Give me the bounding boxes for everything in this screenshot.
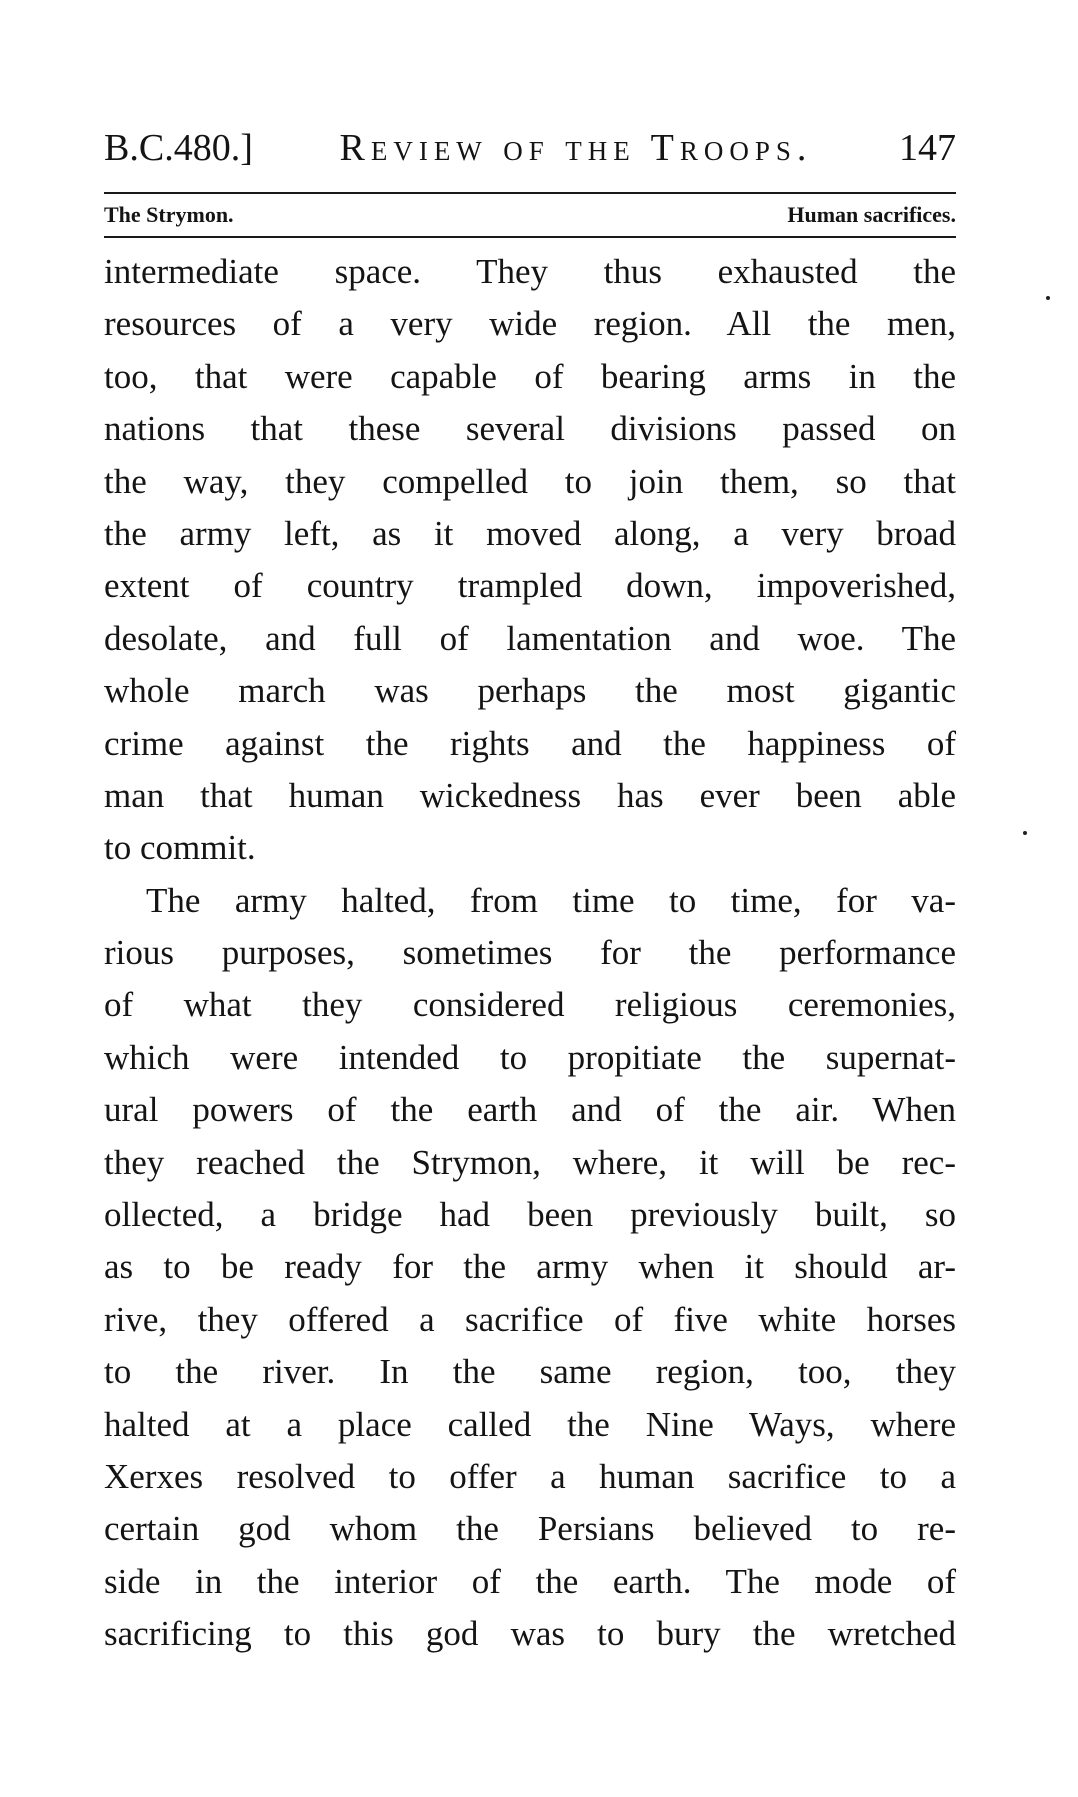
sidenote-right: Human sacrifices.	[787, 202, 956, 227]
text-line: certain god whom the Persians believed to re-	[104, 1509, 956, 1549]
text-line: whole march was perhaps the most gigantic	[104, 671, 956, 711]
sidenote-left: The Strymon.	[104, 202, 234, 227]
text-line: rious purposes, sometimes for the performance	[104, 933, 956, 973]
text-line: halted at a place called the Nine Ways, where	[104, 1404, 956, 1444]
text-line: as to be ready for the army when it should ar-	[104, 1247, 956, 1287]
header-title: Review of the Troops.	[339, 127, 813, 169]
paper-speck	[1046, 296, 1050, 300]
book-page	[104, 0, 956, 1797]
text-line: ural powers of the earth and of the air. When	[104, 1090, 956, 1130]
text-line: to the river. In the same region, too, they	[104, 1352, 956, 1392]
text-line: sacrificing to this god was to bury the wretched	[104, 1614, 956, 1654]
text-line: to commit.	[104, 828, 256, 868]
text-line: rive, they offered a sacrifice of five white horses	[104, 1299, 956, 1339]
text-line: side in the interior of the earth. The mode of	[104, 1561, 956, 1601]
text-line: extent of country trampled down, impoverished,	[104, 566, 956, 606]
text-line: which were intended to propitiate the supernat-	[104, 1037, 956, 1077]
text-line: Xerxes resolved to offer a human sacrifice to a	[104, 1456, 956, 1496]
text-line: The army halted, from time to time, for va-	[146, 880, 956, 920]
text-line: of what they considered religious ceremonies,	[104, 985, 956, 1025]
text-line: crime against the rights and the happiness of	[104, 723, 956, 763]
body-text	[104, 246, 956, 1661]
text-line: the way, they compelled to join them, so that	[104, 461, 956, 501]
page-number: 147	[898, 127, 956, 169]
header-rule-bottom	[104, 236, 956, 238]
header-date: B.C.480.]	[104, 127, 253, 169]
text-line: man that human wickedness has ever been able	[104, 775, 956, 815]
running-head	[104, 118, 956, 178]
text-line: they reached the Strymon, where, it will be rec-	[104, 1142, 956, 1182]
header-rule-top	[104, 192, 956, 194]
paper-speck	[1023, 831, 1027, 835]
text-line: ollected, a bridge had been previously built, so	[104, 1195, 956, 1235]
text-line: resources of a very wide region. All the men,	[104, 304, 956, 344]
text-line: intermediate space. They thus exhausted the	[104, 252, 956, 291]
text-line: the army left, as it moved along, a very broad	[104, 513, 956, 553]
sidenote-bar	[104, 198, 956, 232]
text-line: too, that were capable of bearing arms in the	[104, 356, 956, 396]
text-line: nations that these several divisions passed on	[104, 409, 956, 449]
text-line: desolate, and full of lamentation and woe. The	[104, 618, 956, 658]
